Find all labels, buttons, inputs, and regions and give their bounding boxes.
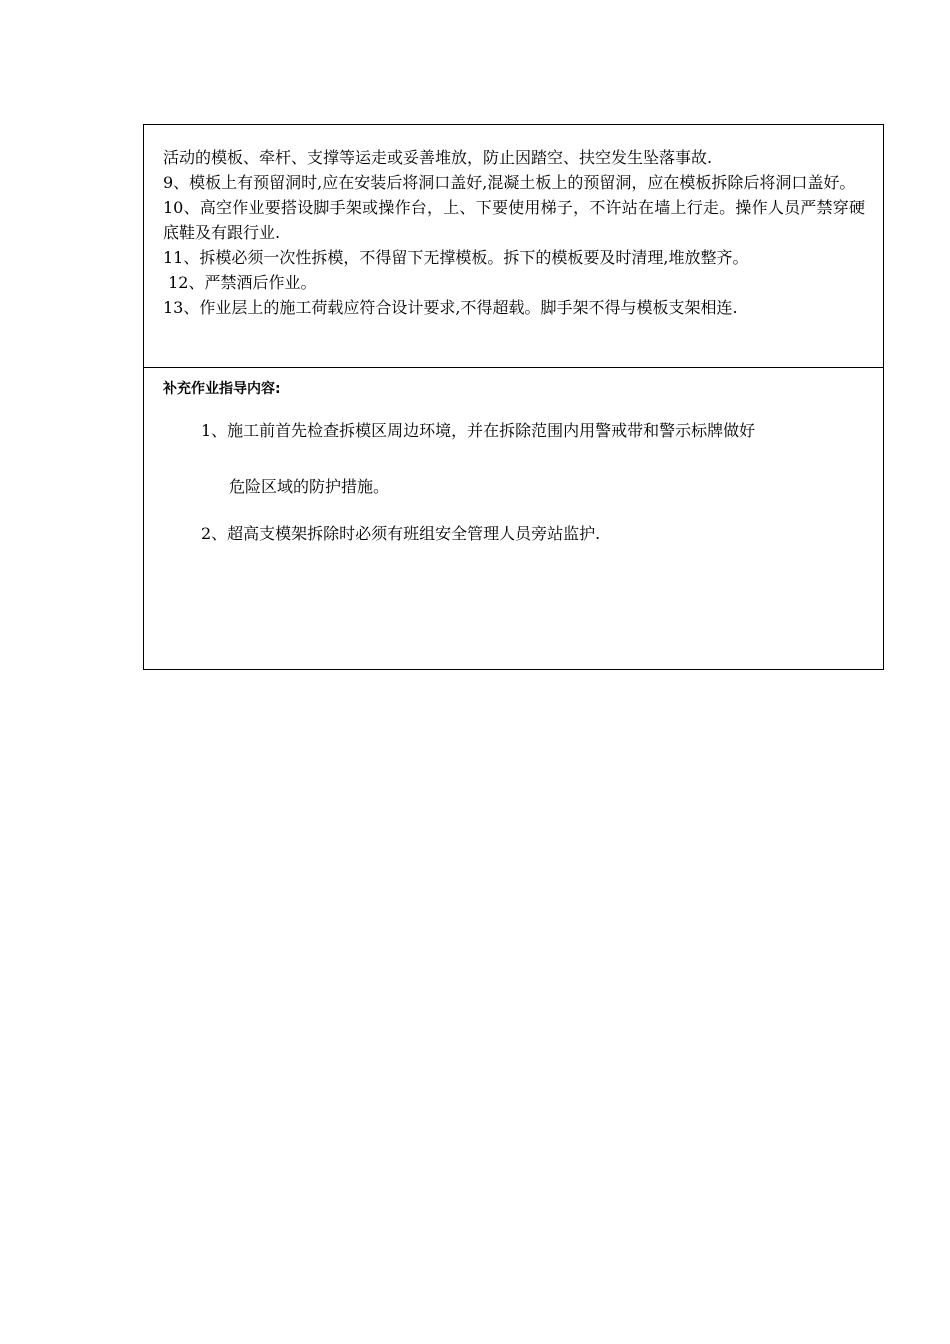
rule-item-12: 12、严禁酒后作业。 [163, 273, 317, 292]
rule-item-9: 9、模板上有预留洞时,应在安装后将洞口盖好,混凝土板上的预留洞，应在模板拆除后将洞口盖好。 [163, 173, 856, 192]
supplementary-heading: 补充作业指导内容: [163, 381, 281, 397]
rule-item-11: 11、拆模必须一次性拆模，不得留下无撑模板。拆下的模板要及时清理,堆放整齐。 [163, 248, 749, 267]
rule-item-13: 13、作业层上的施工荷载应符合设计要求,不得超载。脚手架不得与模板支架相连. [163, 298, 738, 317]
supplementary-guidance-cell [144, 368, 883, 669]
supplementary-item-1 [163, 421, 865, 497]
supplementary-item-2 [163, 524, 865, 544]
rule-item-10: 10、高空作业要搭设脚手架或操作台，上、下要使用梯子，不许站在墙上行走。操作人员严禁穿硬底鞋及有跟行业. [163, 198, 865, 242]
safety-rules-cell [144, 125, 883, 368]
document-table [143, 124, 884, 670]
supplementary-item-2-line-1: 2、超高支模架拆除时必须有班组安全管理人员旁站监护. [201, 524, 601, 543]
supplementary-item-1-line-2: 危险区域的防护措施。 [229, 477, 390, 496]
rule-text-continuation: 活动的模板、牵杆、支撑等运走或妥善堆放，防止因踏空、扶空发生坠落事故. [163, 148, 713, 167]
supplementary-item-1-line-1: 1、施工前首先检查拆模区周边环境，并在拆除范围内用警戒带和警示标牌做好 [201, 421, 756, 440]
supplementary-list [163, 421, 865, 544]
